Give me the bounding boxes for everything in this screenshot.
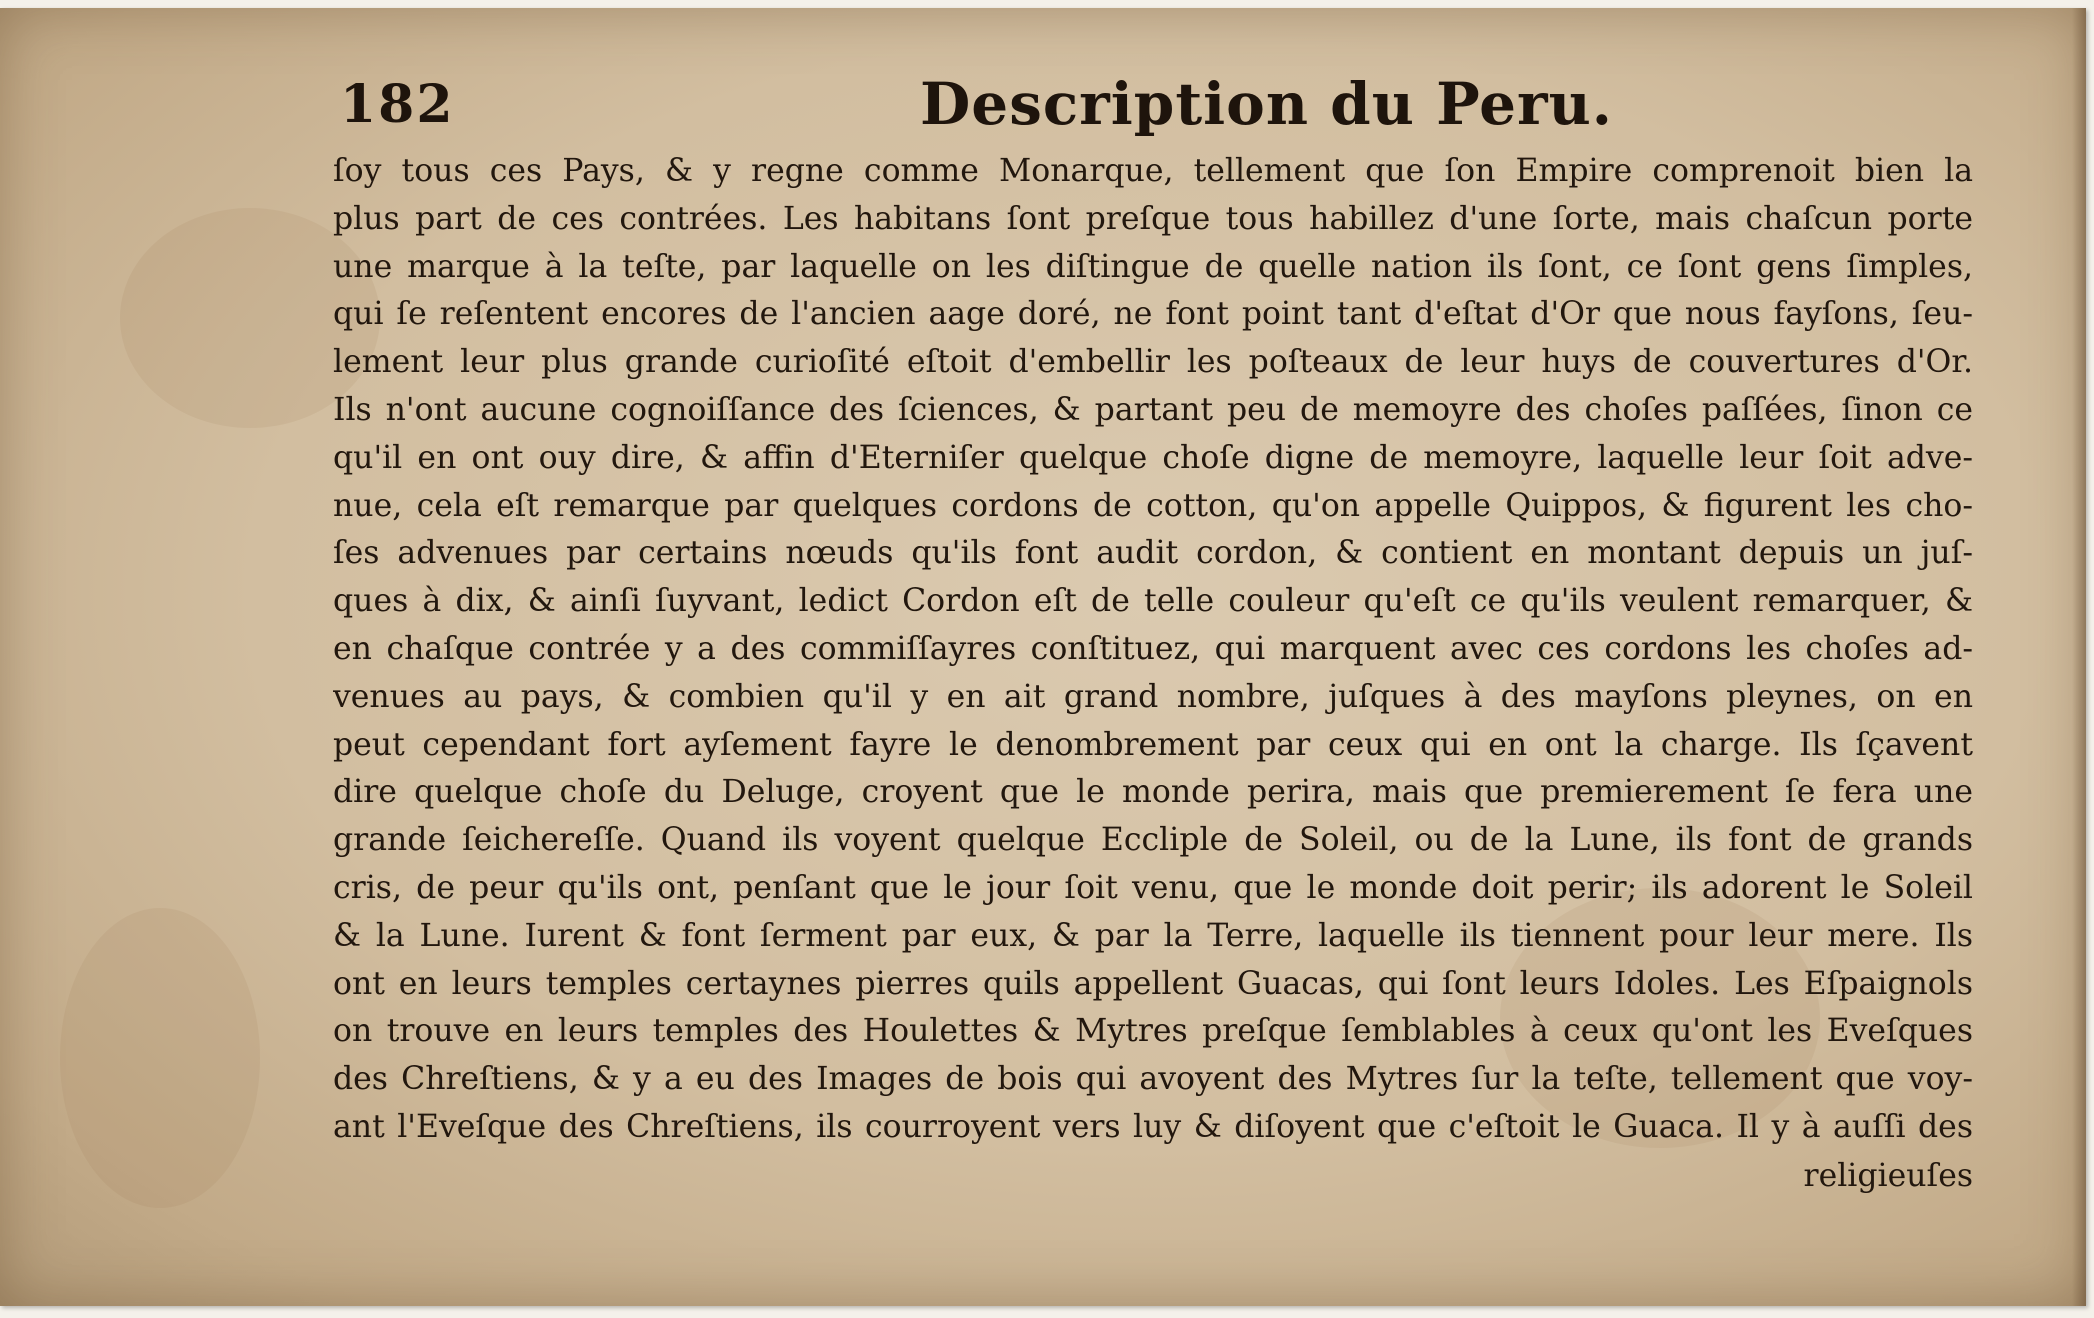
text-line: grande ſeichereſſe. Quand ils voyent quelque Eccliple de Soleil, ou de la Lune, ils font de grands <box>333 822 1973 859</box>
text-line: en chaſque contrée y a des commiſſayres conſtituez, qui marquent avec ces cordons les choſes ad- <box>333 630 1973 667</box>
page-number: 182 <box>340 74 455 135</box>
text-line: dire quelque choſe du Deluge, croyent que le monde perira, mais que premierement ſe fera une <box>333 774 1973 811</box>
text-line: ont en leurs temples certaynes pierres quils appellent Guacas, qui ſont leurs Idoles. Les Eſpaignols <box>333 965 1973 1002</box>
text-line: & la Lune. Iurent & font ſerment par eux, & par la Terre, laquelle ils tiennent pour leur mere. Ils <box>333 917 1973 954</box>
text-line: des Chreſtiens, & y a eu des Images de bois qui avoyent des Mytres ſur la teſte, tellement que voy- <box>333 1061 1973 1098</box>
page-edge-shadow <box>2072 8 2086 1306</box>
text-line: qui ſe reſentent encores de l'ancien aage doré, ne font point tant d'eſtat d'Or que nous fayſons, ſeu- <box>333 296 1973 333</box>
text-line: peut cependant fort ayſement fayre le denombrement par ceux qui en ont la charge. Ils ſçavent <box>333 726 1973 763</box>
text-line: ſoy tous ces Pays, & y regne comme Monarque, tellement que ſon Empire comprenoit bien la <box>333 153 1973 189</box>
text-line: qu'il en ont ouy dire, & affin d'Eterniſer quelque choſe digne de memoyre, laquelle leur ſoit adve- <box>333 439 1973 476</box>
body-text <box>333 148 1973 1152</box>
paper-stain <box>60 908 260 1208</box>
text-line: Ils n'ont aucune cognoiſſance des ſciences, & partant peu de memoyre des choſes paſſées, ſinon ce <box>333 391 1973 428</box>
text-line: cris, de peur qu'ils ont, penſant que le jour ſoit venu, que le monde doit perir; ils adorent le Soleil <box>333 869 1973 906</box>
text-line: venues au pays, & combien qu'il y en ait grand nombre, juſques à des mayſons pleynes, on en <box>333 678 1973 715</box>
text-line: lement leur plus grande curioſité eſtoit d'embellir les poſteaux de leur huys de couvertures d'Or. <box>333 344 1973 381</box>
text-line: ſes advenues par certains nœuds qu'ils font audit cordon, & contient en montant depuis un juſ- <box>333 535 1973 572</box>
text-line: une marque à la teſte, par laquelle on les diſtingue de quelle nation ils ſont, ce ſont gens ſimples, <box>333 248 1973 285</box>
text-line: ques à dix, & ainſi ſuyvant, ledict Cordon eſt de telle couleur qu'eſt ce qu'ils veulent remarquer, & <box>333 583 1973 620</box>
text-line: ant l'Eveſque des Chreſtiens, ils courroyent vers luy & diſoyent que c'eſtoit le Guaca. Il y à auſſi des <box>333 1108 1973 1145</box>
running-title: Description du Peru. <box>920 70 1613 138</box>
text-line: nue, cela eſt remarque par quelques cordons de cotton, qu'on appelle Quippos, & figurent les cho- <box>333 487 1973 524</box>
catchword: religieuſes <box>1803 1158 1973 1194</box>
catchword-row <box>333 1158 1973 1194</box>
text-line: on trouve en leurs temples des Houlettes & Mytres preſque ſemblables à ceux qu'ont les Eveſques <box>333 1013 1973 1050</box>
page-header <box>340 70 1980 150</box>
text-line: plus part de ces contrées. Les habitans ſont preſque tous habillez d'une ſorte, mais chaſcun porte <box>333 200 1973 237</box>
book-page <box>0 8 2086 1306</box>
